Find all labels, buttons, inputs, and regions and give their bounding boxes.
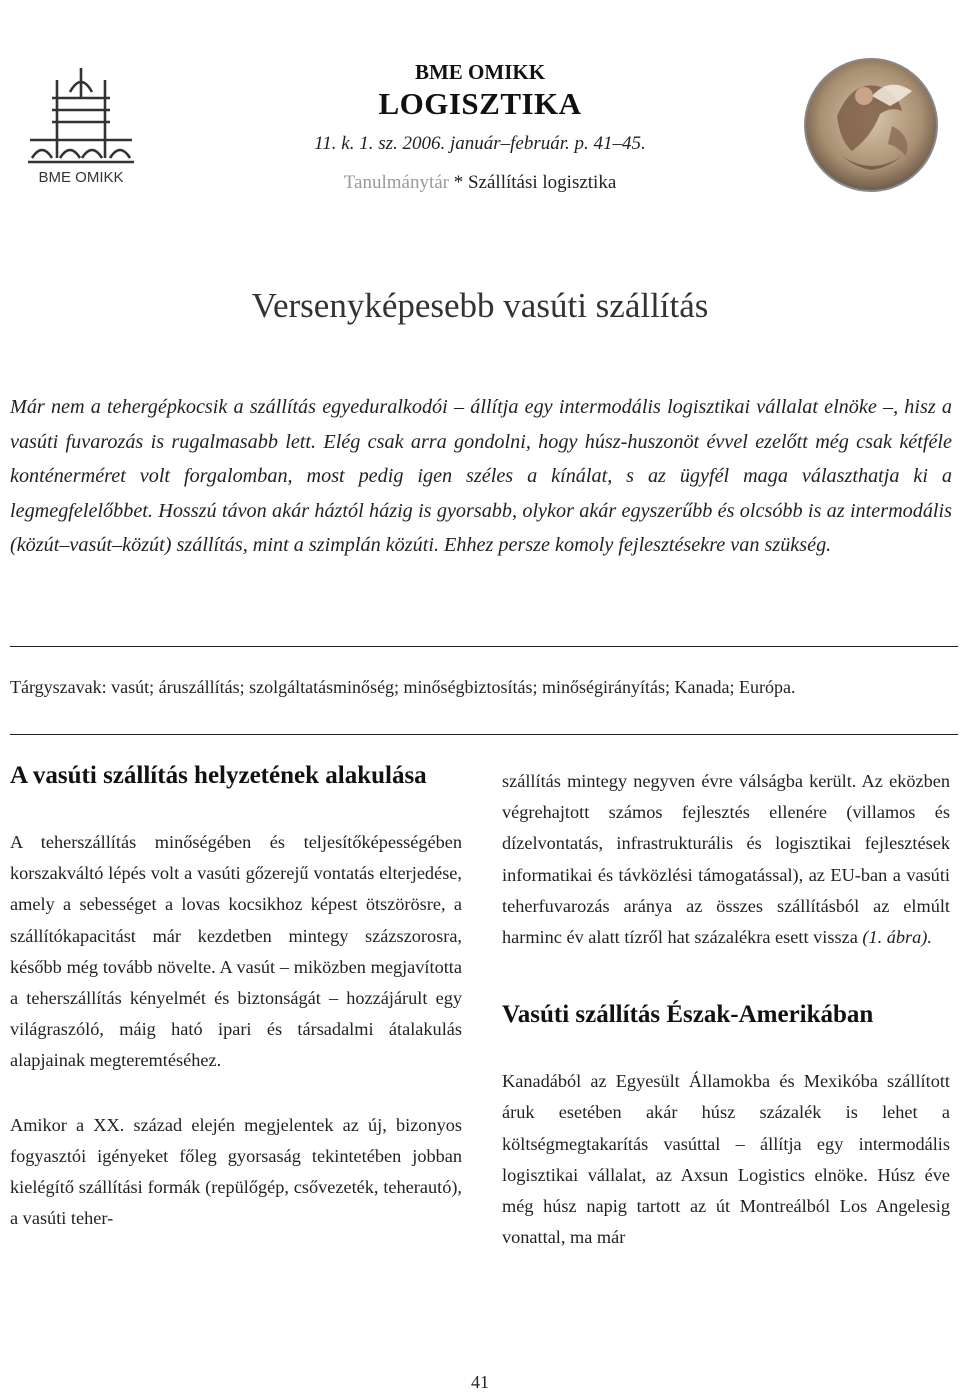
bme-omikk-logo (10, 58, 152, 198)
medallion-painting (802, 56, 940, 194)
section-heading: Vasúti szállítás Észak-Amerikában (502, 1001, 874, 1029)
section-heading: A vasúti szállítás helyzetének alakulása (10, 762, 427, 789)
publisher-name: BME OMIKK (414, 60, 546, 84)
divider-top (10, 646, 958, 647)
page-number: 41 (471, 1372, 489, 1392)
section-topic: * Szállítási logisztika (448, 172, 617, 193)
logo-text: BME OMIKK (38, 169, 124, 186)
mythological-figure-icon (802, 56, 940, 194)
journal-title: LOGISZTIKA (378, 86, 582, 121)
left-column (10, 760, 462, 1267)
paragraph (502, 766, 950, 953)
building-logo-icon (10, 58, 152, 198)
paragraph-text: szállítás mintegy negyven évre válságba került. Az eközben végrehajtott számos fejlesztés ellenére (villamos és dízelvontatás, infrastrukturális és logisztikai fejlesztések informatikai és távközlési támogatással), az EU-ban a vasúti teherfuvarozás aránya az összes szállításból az elmúlt harminc év alatt tízről hat százalékra esett vissza (502, 771, 950, 948)
paragraph: Amikor a XX. század elején megjelentek az új, bizonyos fogyasztói igényeket főleg gyorsaság tekintetében jobban kielégítő szállítási formák (repülőgép, csővezeték, teherautó), a vasúti teher- (10, 1114, 462, 1229)
paragraph: A teherszállítás minőségében és teljesítőképességében korszakváltó lépés volt a vasúti gőzerejű vontatás elterjedése, amely a sebességet a lovas kocsikhoz képest ötszörösre, a szállítókapacitást már kezdetben mintegy százszorosra, később még tovább növelte. A vasút – miközben megjavította a teherszállítás kényelmét és biztonságát – hozzájárult egy világraszóló, máig ható ipari és társadalmi átalakulás alapjainak megteremtéséhez. (10, 832, 462, 1071)
divider-bottom (10, 734, 958, 735)
section-line (200, 172, 760, 194)
paragraph: Kanadából az Egyesült Államokba és Mexikóba szállított áruk esetében akár húsz százalék is lehet a költségmegtakarítás vasúttal – állítja egy intermodális logisztikai vállalat, az Axsun Logistics elnöke. Húsz éve még húsz napig tartott az út Montreálból Los Angelesig vonattal, ma már (502, 1071, 950, 1248)
figure-reference[interactable]: (1. ábra). (862, 927, 932, 948)
article-title: Versenyképesebb vasúti szállítás (251, 286, 709, 325)
section-label: Tanulmánytár (343, 172, 449, 193)
keywords: Tárgyszavak: vasút; áruszállítás; szolgáltatásminőség; minőségbiztosítás; minőségirányítás; Kanada; Európa. (10, 677, 796, 697)
right-column (502, 766, 950, 1286)
issue-info: 11. k. 1. sz. 2006. január–február. p. 41–45. (314, 133, 646, 154)
article-abstract: Már nem a tehergépkocsik a szállítás egyeduralkodói – állítja egy intermodális logisztikai vállalat elnöke –, hisz a vasúti fuvarozás is rugalmasabb lett. Elég csak arra gondolni, hogy húsz-huszonöt évvel ezelőtt még csak kétféle konténerméret volt forgalomban, most pedig igen széles a kínálat, s az ügyfél maga választhatja ki a legmegfelelőbbet. Hosszú távon akár háztól házig is gyorsabb, olykor akár egyszerűbb és olcsóbb is az intermodális (közút–vasút–közút) szállítás, mint a szimplán közúti. Ehhez persze komoly fejlesztésekre van szükség. (10, 396, 952, 557)
